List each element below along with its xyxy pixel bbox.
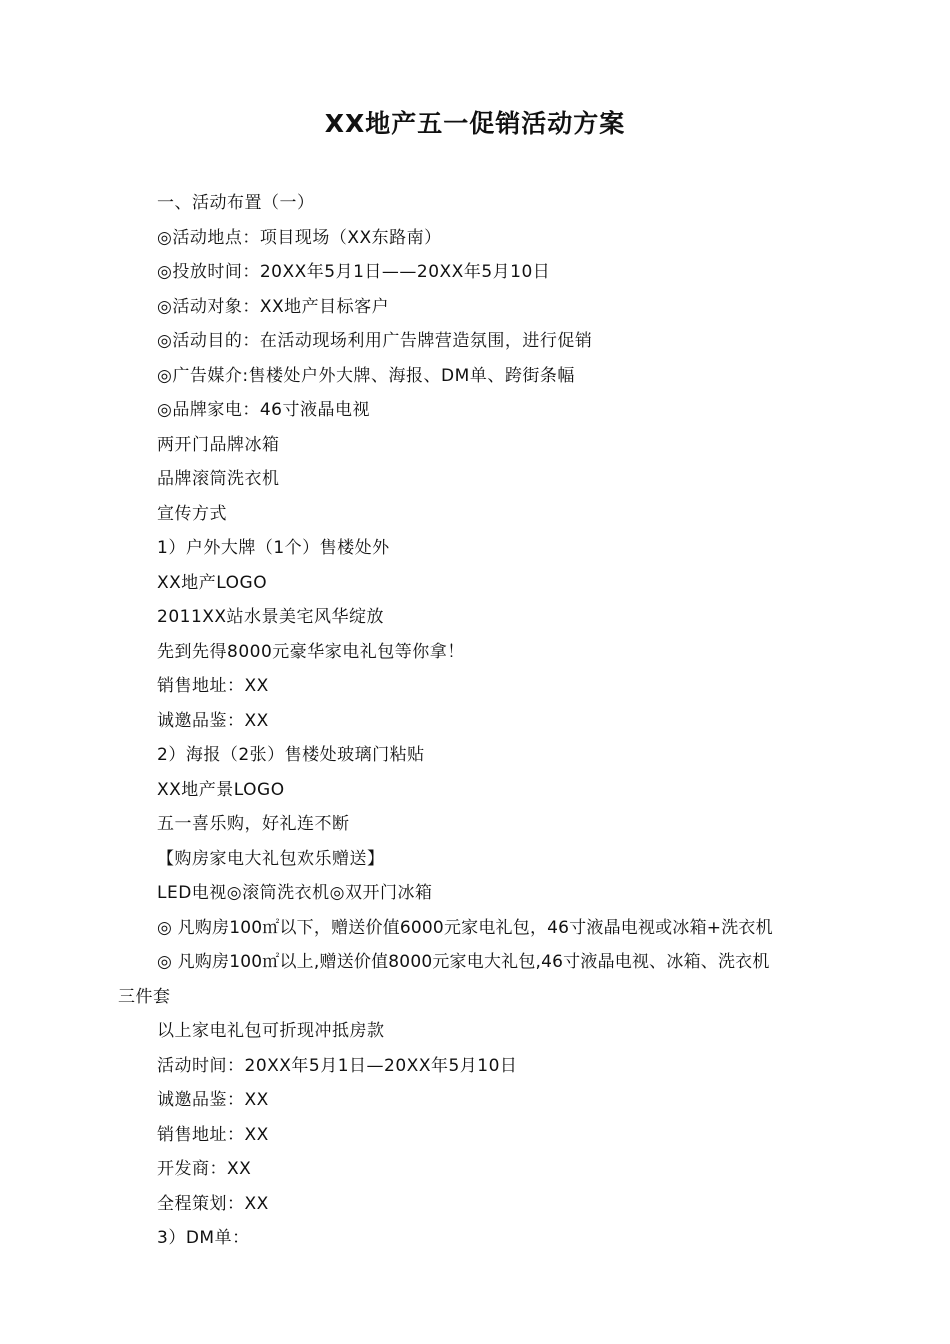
text-line: 宣传方式 [157,503,227,524]
text-line: ◎ 凡购房100㎡以上,赠送价值8000元家电大礼包,46寸液晶电视、冰箱、洗衣机 [157,952,770,972]
text-line: LED电视◎滚筒洗衣机◎双开门冰箱 [157,883,433,903]
text-line-continuation: 三件套 [118,986,171,1007]
text-line: 诚邀品鉴：XX [157,1090,269,1110]
text-line: 开发商：XX [157,1159,252,1179]
text-line: 2）海报（2张）售楼处玻璃门粘贴 [157,745,425,765]
text-line: ◎品牌家电：46寸液晶电视 [157,400,370,420]
text-line: 诚邀品鉴：XX [157,710,269,731]
document-body [118,186,857,1256]
text-line: 3）DM单： [157,1228,250,1248]
text-line: 先到先得8000元豪华家电礼包等你拿！ [157,641,465,662]
text-line: 品牌滚筒洗衣机 [157,469,280,489]
text-line: ◎ 凡购房100㎡以下，赠送价值6000元家电礼包，46寸液晶电视或冰箱+洗衣机 [157,917,773,938]
text-line: 【购房家电大礼包欢乐赠送】 [157,848,385,869]
text-line: 销售地址：XX [157,1124,269,1145]
text-line: 两开门品牌冰箱 [157,434,280,455]
text-line: ◎活动对象：XX地产目标客户 [157,296,390,317]
section-heading: 一、活动布置（一） [157,193,315,213]
text-line: ◎活动地点：项目现场（XX东路南） [157,227,442,248]
text-line: 销售地址：XX [157,676,269,696]
text-line: ◎广告媒介:售楼处户外大牌、海报、DM单、跨街条幅 [157,365,575,386]
text-line: XX地产景LOGO [157,779,285,800]
text-line: 2011XX站水景美宅风华绽放 [157,607,385,627]
text-line: 以上家电礼包可折现冲抵房款 [157,1021,385,1041]
text-line: 全程策划：XX [157,1193,269,1214]
text-line: ◎投放时间：20XX年5月1日——20XX年5月10日 [157,262,551,282]
text-line: 活动时间：20XX年5月1日—20XX年5月10日 [157,1055,518,1076]
text-line: 五一喜乐购，好礼连不断 [157,814,350,834]
text-line: XX地产LOGO [157,572,268,593]
text-line: ◎活动目的：在活动现场利用广告牌营造氛围，进行促销 [157,331,593,351]
document-title: XX地产五一促销活动方案 [324,109,626,138]
text-line: 1）户外大牌（1个）售楼处外 [157,538,390,558]
